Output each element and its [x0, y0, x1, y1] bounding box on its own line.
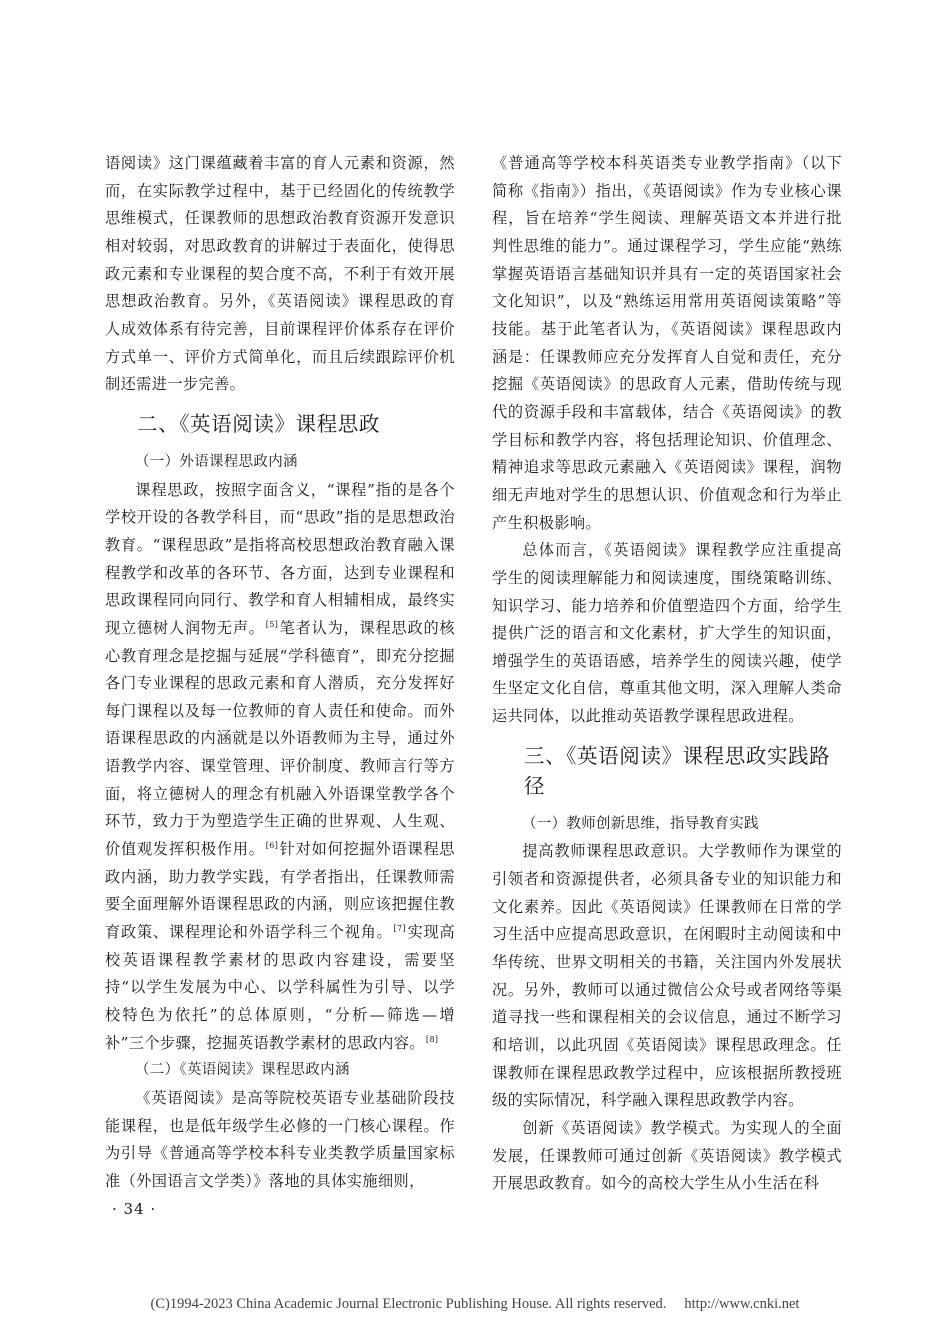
paragraph-teacher-awareness: 提高教师课程思政意识。大学教师作为课堂的引领者和资源提供者，必须具备专业的知识能力和文化素养。因此《英语阅读》任课教师在日常的学习生活中应提高思政意识，在闲暇时主动阅读和中华传统、世界文明相关的书籍，关注国内外发展状况。另外，教师可以通过微信公众号或者网络等渠道寻找一些和课程相关的会议信息，通过不断学习和培训，以此巩固《英语阅读》课程思政理念。任课教师在课程思政教学过程中，应该根据所教授班级的实际情况，科学融入课程思政教学内容。 — [492, 842, 842, 1110]
paragraph-curriculum-ideology — [105, 477, 455, 1058]
paragraph-overall: 总体而言，《英语阅读》课程教学应注重提高学生的阅读理解能力和阅读速度，围绕策略训练、知识学习、能力培养和价值塑造四个方面，给学生提供广泛的语言和文化素材，扩大学生的知识面，增强学生的英语语感，培养学生的阅读兴趣，使学生坚定文化自信，尊重其他文明，深入理解人类命运共同体，以此推动英语教学课程思政进程。 — [492, 541, 842, 726]
page-number: · 34 · — [112, 1200, 157, 1218]
copyright-notice: (C)1994-2023 China Academic Journal Electronic Publishing House. All rights reserved. — [150, 1296, 667, 1312]
publisher-url: http://www.cnki.net — [684, 1296, 800, 1312]
citation-ref-5: [5] — [265, 619, 279, 629]
subsection-heading-3: （一）教师创新思维，指导教育实践 — [522, 815, 759, 832]
section-heading-2: 二、《英语阅读》课程思政 — [137, 411, 380, 436]
citation-ref-8: [8] — [425, 1034, 439, 1044]
text-span: 课程思政，按照字面含义，“课程”指的是各个学校开设的各教学科目，而“思政”指的是思想政治教育。“课程思政”是指将高校思想政治教育融入课程教学和改革的各环节、各方面，达到专业课程和思政课程同向同行、教学和育人相辅相成，最终实现立德树人润物无声。 — [105, 480, 455, 637]
paragraph-english-reading: 《英语阅读》是高等院校英语专业基础阶段技能课程，也是低年级学生必修的一门核心课程。作为引导《普通高等学校本科专业类教学质量国家标准（外国语言文学类）》落地的具体实施细则， — [105, 1089, 455, 1190]
citation-ref-7: [7] — [393, 924, 407, 933]
text-span: 笔者认为，课程思政的核心教育理念是挖掘与延展“学科德育”，即充分挖掘各门专业课程的思政元素和育人潜质，充分发挥好每门课程以及每一位教师的育人责任和使命。而外语课程思政的内涵就是以外语教师为主导，通过外语教学内容、课堂管理、评价制度、教师言行等方面，将立德树人的理念有机融入外语课堂教学各个环节，致力于为塑造学生正确的世界观、人生观、价值观发挥积极作用。 — [105, 618, 456, 859]
citation-ref-6: [6] — [265, 841, 279, 851]
text-span: 实现高校英语课程教学素材的思政内容建设，需要坚持“以学生发展为中心、以学科属性为引导、以学校特色为依托”的总体原则，“分析—筛选—增补”三个步骤，挖掘英语教学素材的思政内容。 — [105, 923, 455, 1052]
paragraph-continuation: 语阅读》这门课蕴藏着丰富的育人元素和资源，然而，在实际教学过程中，基于已经固化的传统教学思维模式，任课教师的思想政治教育资源开发意识相对较弱，对思政教育的讲解过于表面化，使得思政元素和专业课程的契合度不高，不利于有效开展思想政治教育。另外，《英语阅读》课程思政的育人成效体系有待完善，目前课程评价体系存在评价方式单一、评价方式简单化，而且后续跟踪评价机制还需进一步完善。 — [105, 154, 455, 394]
footer — [0, 1296, 950, 1313]
subsection-heading-1: （一）外语课程思政内涵 — [135, 453, 298, 470]
section-heading-3: 三、《英语阅读》课程思政实践路径 — [524, 743, 831, 798]
paragraph-guideline: 《普通高等学校本科英语类专业教学指南》（以下简称《指南》）指出，《英语阅读》作为专业核心课程，旨在培养“学生阅读、理解英语文本并进行批判性思维的能力”。通过课程学习，学生应能“熟练掌握英语语言基础知识并具有一定的英语国家社会文化知识”，以及“熟练运用常用英语阅读策略”等技能。基于此笔者认为，《英语阅读》课程思政内涵是：任课教师应充分发挥育人自觉和责任，充分挖掘《英语阅读》的思政育人元素，借助传统与现代的资源手段和丰富载体，结合《英语阅读》的教学目标和教学内容，将包括理论知识、价值理念、精神追求等思政元素融入《英语阅读》课程，润物细无声地对学生的思想认识、价值观念和行为举止产生积极影响。 — [492, 154, 842, 532]
right-column — [492, 150, 842, 1198]
subsection-heading-2: （二）《英语阅读》课程思政内涵 — [135, 1062, 350, 1079]
text-span: 针对如何挖掘外语课程思政内涵，助力教学实践，有学者指出，任课教师需要全面理解外语课程思政的内涵，则应该把握住教育政策、课程理论和外语学科三个视角。 — [105, 840, 456, 942]
left-column — [105, 150, 455, 1196]
paragraph-teaching-mode: 创新《英语阅读》教学模式。为实现人的全面发展，任课教师可通过创新《英语阅读》教学模式开展思政教育。如今的高校大学生从小生活在科 — [492, 1119, 842, 1193]
